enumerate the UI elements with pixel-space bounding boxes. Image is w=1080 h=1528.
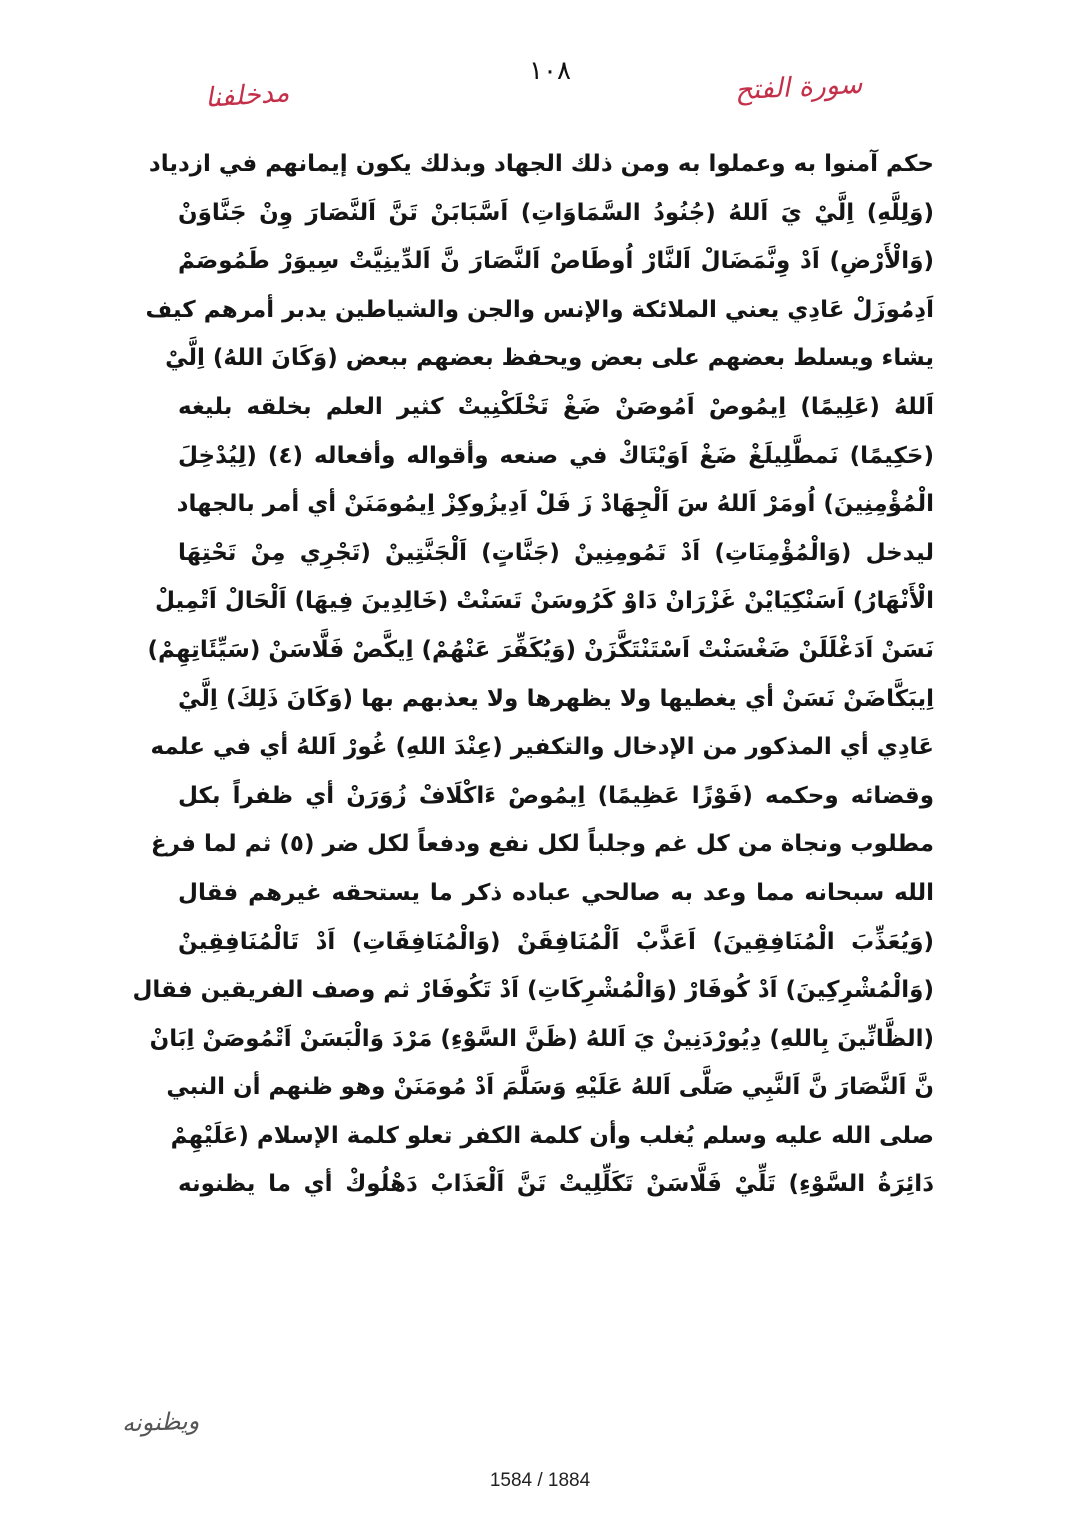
page-number: ١٠٨ (529, 56, 571, 86)
text-line: الْأَنْهَارُ) اَسَنْكِيَايْنْ غَزْرَانْ دَاوْ كَرُوسَنْ تَسَنْتْ (خَالِدِينَ فِيهَا) اَلْحَالْ اَتْمِيلْ (154, 588, 934, 615)
handwritten-note-left: مدخلفنا (204, 77, 291, 114)
main-text-block (132, 140, 934, 1209)
text-line: (وَالْمُشْرِكِينَ) اَدْ كُوفَارْ (وَالْمُشْرِكَاتِ) اَدْ تَكُوفَارْ ثم وصف الفريقين فقال (132, 977, 934, 1004)
text-line: يشاء ويسلط بعضهم على بعض ويحفظ بعضهم ببعض (وَكَانَ اللهُ) اِلَّيْ (165, 345, 934, 372)
text-line: (الظَّانِّينَ بِاللهِ) دِيُورْدَنِينْ يَ اَللهُ (ظَنَّ السَّوْءِ) مَرْدَ وَالْبَسَنْ اَتْمُوصَنْ اِبَانْ (149, 1025, 934, 1052)
text-line: (وَالْأَرْضِ) اَدْ وِنَّمَضَالْ اَلنَّارْ اُوطَاصْ اَلنَّصَارَ نَّ اَلدِّينِيَّتْ سِيوَرْ طَمُوصَمْ (178, 248, 934, 275)
text-line: حكم آمنوا به وعملوا به ومن ذلك الجهاد وبذلك يكون إيمانهم في ازدياد (148, 151, 934, 177)
text-line: صلى الله عليه وسلم يُغلب وأن كلمة الكفر تعلو كلمة الإسلام (عَلَيْهِمْ (170, 1122, 934, 1149)
text-line: نَّ اَلنَّصَارَ نَّ اَلنَّبِي صَلَّى اَللهُ عَلَيْهِ وَسَلَّمَ اَدْ مُومَنَنْ وهو ظنهم أن النبي (166, 1074, 934, 1101)
text-line: دَائِرَةُ السَّوْءِ) تَلِّيْ فَلَّاسَنْ تَكَلِّلِيتْ تَنَّ اَلْعَذَابْ دَهْلُوكْ أي ما يظنونه (178, 1171, 934, 1198)
text-line: ليدخل (وَالْمُؤْمِنَاتِ) اَدْ تَمُومِنِينْ (جَنَّاتٍ) اَلْجَنَّتِينْ (تَجْرِي مِنْ تَحْتِهَا (178, 539, 934, 566)
text-line: (وَلِلَّهِ) اِلَّيْ يَ اَللهُ (جُنُودُ السَّمَاوَاتِ) اَسَّبَابَنْ تَنَّ اَلنَّصَارَ وِنْ جَنَّاوَنْ (178, 199, 934, 226)
handwritten-surah-title: سورة الفتح (734, 68, 864, 107)
text-line: عَادِي أي المذكور من الإدخال والتكفير (عِنْدَ اللهِ) غُورْ اَللهُ أي في علمه (150, 734, 934, 761)
text-line: نَسَنْ اَدَغْلَلَنْ ضَغْسَنْتْ اَسْتَنْتَكَّزَنْ (وَيُكَفِّرَ عَنْهُمْ) اِيكَّصْ فَلَّاسَنْ (سَيِّئَاتِهِمْ) (147, 636, 934, 663)
text-line: اِيبَكَّاضَنْ نَسَنْ أي يغطيها ولا يظهرها ولا يعذبهم بها (وَكَانَ ذَلِكَ) اِلَّيْ (178, 685, 934, 712)
text-line: (حَكِيمًا) نَمطَّلِيلَغْ ضَغْ اَوَيْتَاكْ في صنعه وأقواله وأفعاله (٤) (لِيُدْخِلَ (178, 442, 934, 469)
catchword: ويظنونه (121, 1406, 200, 1438)
page-counter: 1584 / 1884 (489, 1470, 591, 1491)
text-line: الله سبحانه مما وعد به صالحي عباده ذكر ما يستحقه غيرهم فقال (178, 879, 934, 906)
text-line: اَدِمُوزَلْ عَادِي يعني الملائكة والإنس والجن والشياطين يدبر أمرهم كيف (145, 296, 934, 323)
text-line: وقضائه وحكمه (فَوْزًا عَظِيمًا) اِيمُوصْ ءَاكْلَافْ زُوَرَنْ أي ظفراً بكل (178, 782, 934, 809)
text-line: اَللهُ (عَلِيمًا) اِيمُوصْ اَمُوصَنْ ضَغْ تَخْلَكْنِيتْ كثير العلم بخلقه بليغه (178, 393, 934, 420)
text-line: مطلوب ونجاة من كل غم وجلباً لكل نفع ودفعاً لكل ضر (٥) ثم لما فرغ (150, 831, 934, 858)
text-line: (وَيُعَذِّبَ الْمُنَافِقِينَ) اَعَذَّبْ اَلْمُنَافِقَنْ (وَالْمُنَافِقَاتِ) اَدْ تَالْمُنَافِقِينْ (178, 928, 934, 955)
text-line: الْمُؤْمِنِينَ) اُومَرْ اَللهُ سَ اَلْجِهَادْ زَ فَلْ اَدِيزُوكِزْ اِيمُومَنَنْ أي أمر بالجهاد (176, 491, 934, 518)
